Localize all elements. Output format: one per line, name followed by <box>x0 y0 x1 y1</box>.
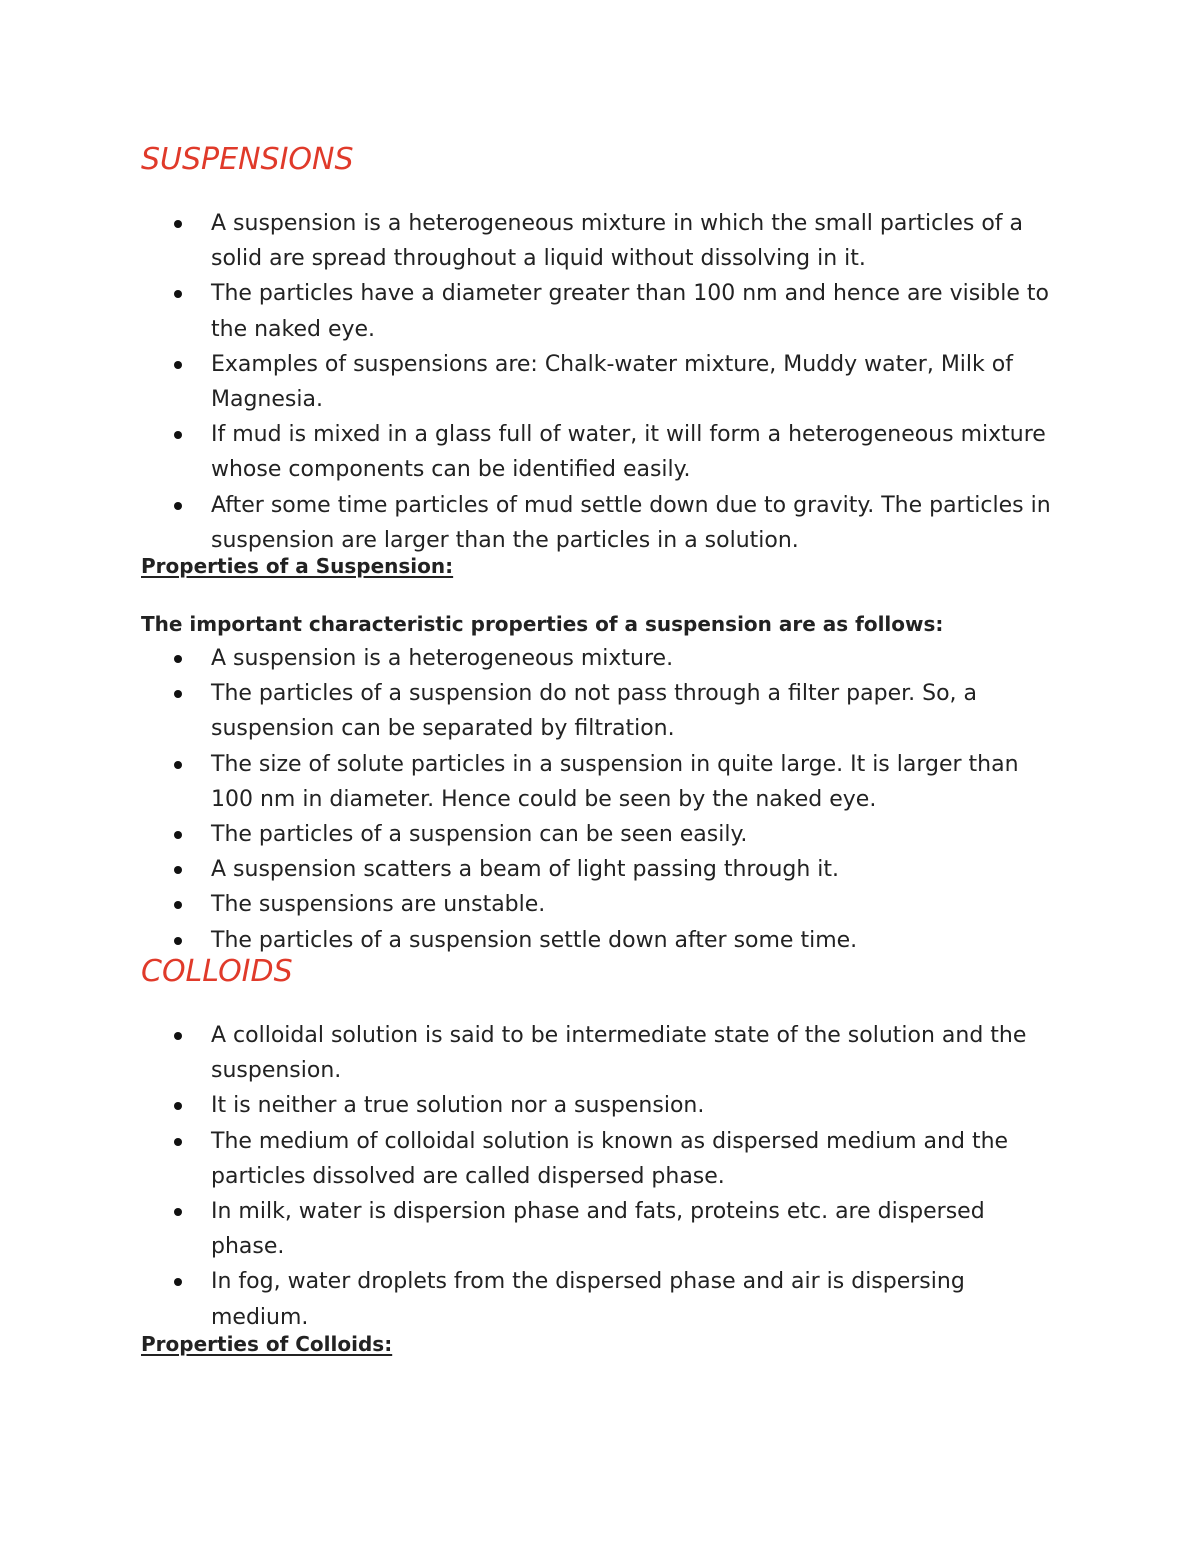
list-item: A suspension is a heterogeneous mixture. <box>141 641 1061 676</box>
list-item: If mud is mixed in a glass full of water, it will form a heterogeneous mixture whose components can be identified easily. <box>141 417 1061 487</box>
suspensions-heading: SUSPENSIONS <box>141 142 354 177</box>
list-item: The size of solute particles in a suspension in quite large. It is larger than 100 nm in diameter. Hence could be seen by the naked eye. <box>141 747 1061 817</box>
suspension-properties-intro: The important characteristic properties of a suspension are as follows: <box>141 612 944 636</box>
list-item: The particles of a suspension can be seen easily. <box>141 817 1061 852</box>
list-item: The particles of a suspension do not pass through a filter paper. So, a suspension can be separated by filtration. <box>141 676 1061 746</box>
list-item: The particles of a suspension settle down after some time. <box>141 923 1061 958</box>
suspension-properties-list <box>141 641 1061 958</box>
list-item: The suspensions are unstable. <box>141 887 1061 922</box>
list-item: In milk, water is dispersion phase and fats, proteins etc. are dispersed phase. <box>141 1194 1061 1264</box>
list-item: A suspension scatters a beam of light passing through it. <box>141 852 1061 887</box>
list-item: The medium of colloidal solution is known as dispersed medium and the particles dissolved are called dispersed phase. <box>141 1124 1061 1194</box>
list-item: A suspension is a heterogeneous mixture in which the small particles of a solid are spread throughout a liquid without dissolving in it. <box>141 206 1061 276</box>
colloids-heading: COLLOIDS <box>141 954 293 989</box>
colloids-list <box>141 1018 1061 1335</box>
list-item: It is neither a true solution nor a suspension. <box>141 1088 1061 1123</box>
list-item: The particles have a diameter greater than 100 nm and hence are visible to the naked eye. <box>141 276 1061 346</box>
colloid-properties-heading: Properties of Colloids: <box>141 1332 393 1356</box>
list-item: Examples of suspensions are: Chalk-water mixture, Muddy water, Milk of Magnesia. <box>141 347 1061 417</box>
list-item: In fog, water droplets from the dispersed phase and air is dispersing medium. <box>141 1264 1061 1334</box>
list-item: After some time particles of mud settle down due to gravity. The particles in suspension are larger than the particles in a solution. <box>141 488 1061 558</box>
suspension-properties-heading: Properties of a Suspension: <box>141 554 454 578</box>
suspensions-list <box>141 206 1061 558</box>
list-item: A colloidal solution is said to be intermediate state of the solution and the suspension. <box>141 1018 1061 1088</box>
